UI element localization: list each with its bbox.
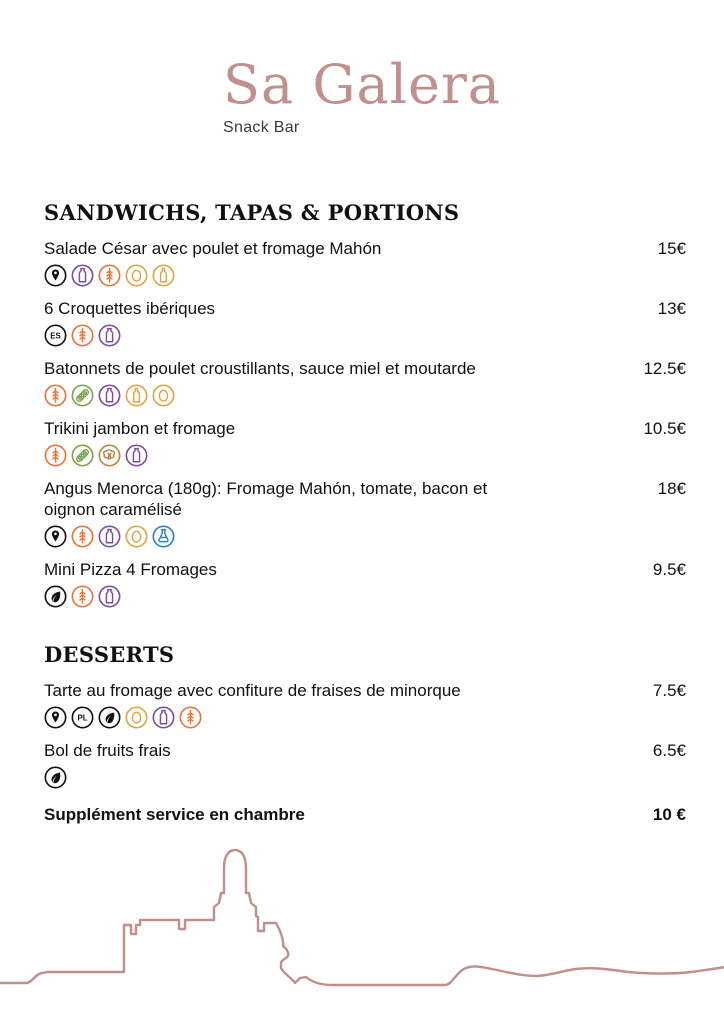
section-items [44, 238, 686, 608]
milk-bottle-icon [98, 324, 121, 347]
menu-item [44, 478, 686, 548]
menu-section [44, 200, 686, 608]
gluten-wheat-icon [179, 706, 202, 729]
milk-bottle-icon [98, 585, 121, 608]
vegetarian-leaf-icon [44, 766, 67, 789]
menu-item [44, 298, 686, 347]
gluten-wheat-icon [44, 444, 67, 467]
milk-bottle-icon [125, 444, 148, 467]
allergen-icons [44, 585, 686, 608]
brand-block [223, 50, 501, 138]
milk-bottle-icon [152, 706, 175, 729]
origin-es-badge-icon [44, 324, 67, 347]
menu-section [44, 642, 686, 789]
soy-pod-icon [71, 384, 94, 407]
item-name: Salade César avec poulet et fromage Mahón [44, 239, 382, 258]
nuts-walnut-icon [98, 444, 121, 467]
item-price: 12.5€ [643, 359, 686, 378]
menu-item [44, 740, 686, 789]
section-title: SANDWICHS, TAPAS & PORTIONS [44, 200, 460, 225]
item-line [44, 478, 686, 520]
item-name: Batonnets de poulet croustillants, sauce miel et moutarde [44, 359, 476, 378]
menu-item [44, 680, 686, 729]
item-price: 10.5€ [643, 419, 686, 438]
supplement-label: Supplément service en chambre [44, 805, 305, 824]
egg-icon [125, 706, 148, 729]
egg-icon [152, 384, 175, 407]
mustard-bottle-icon [152, 264, 175, 287]
allergen-icons [44, 324, 686, 347]
brand-logo-text: Sa Galera [223, 53, 501, 116]
allergen-icons [44, 766, 686, 789]
item-name: Bol de fruits frais [44, 741, 171, 760]
item-price: 6.5€ [652, 741, 686, 760]
section-items [44, 680, 686, 789]
item-line [44, 740, 686, 761]
section-title: DESSERTS [44, 642, 175, 667]
menu-item [44, 418, 686, 467]
vegetarian-leaf-icon [44, 585, 67, 608]
gluten-wheat-icon [71, 585, 94, 608]
gluten-wheat-icon [71, 525, 94, 548]
local-product-pin-icon [44, 706, 67, 729]
item-line [44, 238, 686, 259]
menu-item [44, 358, 686, 407]
item-name: 6 Croquettes ibériques [44, 299, 216, 318]
local-product-pl-badge-icon [71, 706, 94, 729]
allergen-icons [44, 264, 686, 287]
item-name: Tarte au fromage avec confiture de fraises de minorque [44, 681, 461, 700]
soy-pod-icon [71, 444, 94, 467]
brand-tagline: Snack Bar [223, 119, 300, 136]
supplement-row [44, 805, 686, 825]
item-price: 18€ [657, 479, 686, 498]
local-product-pin-icon [44, 264, 67, 287]
gluten-wheat-icon [44, 384, 67, 407]
allergen-icons [44, 525, 686, 548]
gluten-wheat-icon [71, 324, 94, 347]
item-line [44, 298, 686, 319]
menorca-skyline-illustration [0, 846, 724, 1016]
item-name: Mini Pizza 4 Fromages [44, 560, 217, 579]
item-price: 13€ [657, 299, 686, 318]
menu-item [44, 559, 686, 608]
item-line [44, 418, 686, 439]
local-product-pin-icon [44, 525, 67, 548]
item-line [44, 559, 686, 580]
milk-bottle-icon [98, 384, 121, 407]
svg-text:ES: ES [50, 331, 61, 341]
item-name: Trikini jambon et fromage [44, 419, 236, 438]
allergen-icons [44, 706, 686, 729]
allergen-icons [44, 444, 686, 467]
allergen-icons [44, 384, 686, 407]
item-price: 9.5€ [652, 560, 686, 579]
sulfites-flask-icon [152, 525, 175, 548]
item-price: 15€ [657, 239, 686, 258]
menu-item [44, 238, 686, 287]
item-line [44, 358, 686, 379]
header [0, 0, 724, 138]
vegetarian-leaf-icon [98, 706, 121, 729]
svg-text:PL: PL [77, 713, 88, 723]
supplement-price: 10 € [652, 805, 686, 824]
menu-content [0, 200, 724, 825]
mustard-bottle-icon [125, 384, 148, 407]
item-name: Angus Menorca (180g): Fromage Mahón, tomate, bacon et oignon caramélisé [44, 479, 488, 519]
egg-icon [125, 264, 148, 287]
item-price: 7.5€ [652, 681, 686, 700]
milk-bottle-icon [98, 525, 121, 548]
milk-bottle-icon [71, 264, 94, 287]
egg-icon [125, 525, 148, 548]
gluten-wheat-icon [98, 264, 121, 287]
item-line [44, 680, 686, 701]
